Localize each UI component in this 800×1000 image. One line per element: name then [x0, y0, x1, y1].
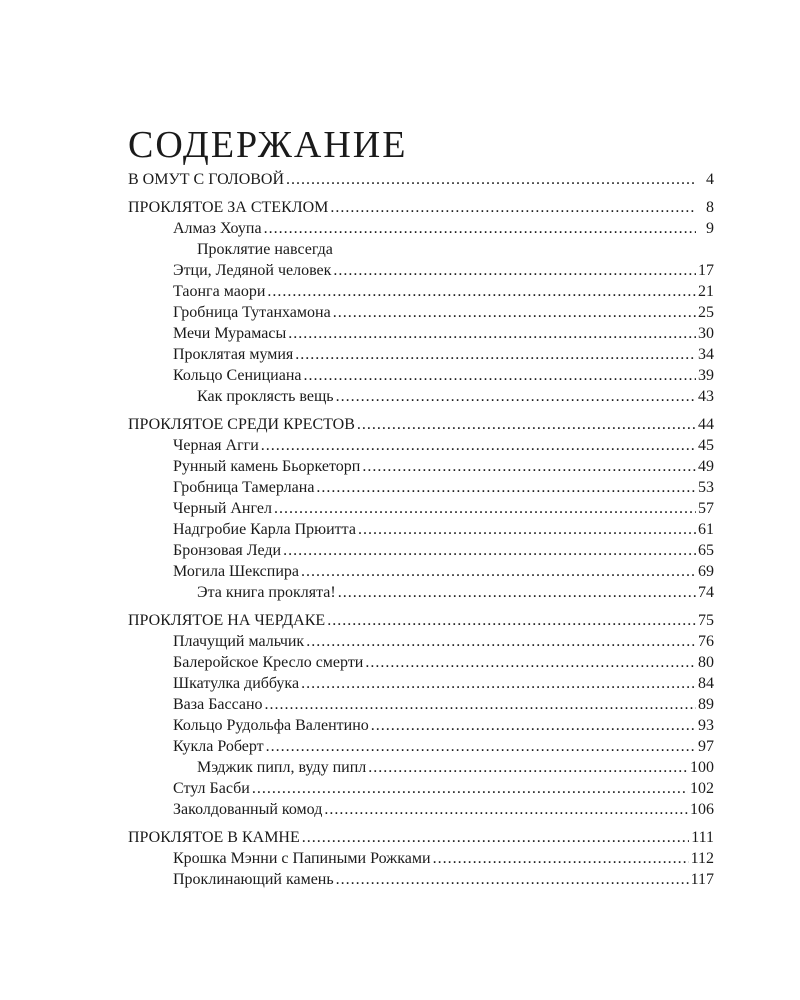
toc-entry-label: Мэджик пипл, вуду пипл: [197, 759, 367, 776]
toc-entry-page-number: 106: [690, 801, 714, 818]
toc-entry-label: Гробница Тутанхамона: [173, 304, 331, 321]
toc-entry[interactable]: [128, 540, 714, 561]
toc-entry-page-number: 65: [698, 542, 714, 559]
toc-section: [128, 827, 714, 890]
toc-entry[interactable]: [128, 323, 714, 344]
toc-entry[interactable]: [128, 281, 714, 302]
toc-entry-page-number: 8: [706, 199, 714, 216]
toc-entry[interactable]: [128, 386, 714, 407]
toc-entry-label: Рунный камень Бьоркеторп: [173, 458, 361, 475]
dot-leader: [371, 715, 696, 736]
toc-entry-page-number: 21: [698, 283, 714, 300]
toc-entry[interactable]: [128, 652, 714, 673]
toc-entry-page-number: 111: [691, 829, 714, 846]
toc-section: [128, 610, 714, 820]
toc-entry-page-number: 43: [698, 388, 714, 405]
toc-entry-label: ПРОКЛЯТОЕ В КАМНЕ: [128, 829, 300, 846]
dot-leader: [336, 869, 689, 890]
toc-entry-page-number: 53: [698, 479, 714, 496]
toc-entry[interactable]: [128, 848, 714, 869]
toc-entry[interactable]: [128, 477, 714, 498]
toc-entry-label: Балеройское Кресло смерти: [173, 654, 364, 671]
toc-section: [128, 197, 714, 407]
toc-section: [128, 169, 714, 190]
dot-leader: [316, 477, 696, 498]
dot-leader: [357, 414, 696, 435]
toc-chapter-entry[interactable]: [128, 610, 714, 631]
toc-entry-page-number: 84: [698, 675, 714, 692]
toc-entry-page-number: 74: [698, 584, 714, 601]
toc-chapter-entry[interactable]: [128, 169, 714, 190]
toc-entry-page-number: 100: [690, 759, 714, 776]
dot-leader: [267, 281, 696, 302]
toc-entry[interactable]: [128, 344, 714, 365]
dot-leader: [295, 344, 696, 365]
toc-entry-page-number: 80: [698, 654, 714, 671]
dot-leader: [301, 673, 696, 694]
toc-entry[interactable]: [128, 869, 714, 890]
toc-entry-page-number: 34: [698, 346, 714, 363]
toc-entry[interactable]: [128, 435, 714, 456]
toc-entry[interactable]: [128, 778, 714, 799]
toc-entry-label: Проклятие навсегда: [197, 241, 333, 258]
toc-entry-page-number: 75: [698, 612, 714, 629]
toc-entry[interactable]: [128, 673, 714, 694]
toc-entry-label: ПРОКЛЯТОЕ НА ЧЕРДАКЕ: [128, 612, 326, 629]
toc-entry-label: ПРОКЛЯТОЕ СРЕДИ КРЕСТОВ: [128, 416, 355, 433]
toc-entry-label: Эта книга проклята!: [197, 584, 336, 601]
dot-leader: [324, 799, 688, 820]
toc-entry[interactable]: [128, 694, 714, 715]
toc-entry[interactable]: [128, 519, 714, 540]
dot-leader: [302, 827, 689, 848]
toc-entry-label: Кукла Роберт: [173, 738, 264, 755]
toc-entry-label: Плачущий мальчик: [173, 633, 305, 650]
toc-entry[interactable]: [128, 260, 714, 281]
toc-entry-label: Кольцо Сенициана: [173, 367, 302, 384]
toc-entry-label: Шкатулка диббука: [173, 675, 300, 692]
dot-leader: [365, 652, 696, 673]
toc-entry-page-number: 57: [698, 500, 714, 517]
toc-entry-page-number: 9: [706, 220, 714, 237]
toc-entry-label: Заколдованный комод: [173, 801, 323, 818]
page-title: СОДЕРЖАНИЕ: [128, 124, 408, 167]
toc-entry-label: Проклинающий камень: [173, 871, 334, 888]
toc-entry-page-number: 112: [690, 850, 714, 867]
dot-leader: [252, 778, 688, 799]
toc-entry-label: Как проклясть вещь: [197, 388, 334, 405]
toc-entry-label: Гробница Тамерлана: [173, 479, 315, 496]
toc-entry-page-number: 25: [698, 304, 714, 321]
toc-entry-page-number: 49: [698, 458, 714, 475]
toc-entry-label: Крошка Мэнни с Папиными Рожками: [173, 850, 431, 867]
toc-entry-page-number: 117: [690, 871, 714, 888]
dot-leader: [304, 365, 697, 386]
toc-entry[interactable]: [128, 736, 714, 757]
dot-leader: [333, 260, 696, 281]
toc-entry-page-number: 89: [698, 696, 714, 713]
dot-leader: [274, 498, 696, 519]
toc-entry[interactable]: [128, 715, 714, 736]
toc-entry-page-number: 4: [706, 171, 714, 188]
dot-leader: [336, 386, 696, 407]
toc-entry-label: Этци, Ледяной человек: [173, 262, 332, 279]
toc-entry-page-number: 93: [698, 717, 714, 734]
toc-entry[interactable]: [128, 799, 714, 820]
toc-entry-page-number: 69: [698, 563, 714, 580]
toc-chapter-entry[interactable]: [128, 197, 714, 218]
toc-entry-page-number: 61: [698, 521, 714, 538]
dot-leader: [283, 540, 696, 561]
toc-entry-label: Надгробие Карла Прюитта: [173, 521, 356, 538]
dot-leader: [301, 561, 696, 582]
toc-entry-label: Алмаз Хоупа: [173, 220, 262, 237]
toc-entry-label: Стул Басби: [173, 780, 250, 797]
toc-entry[interactable]: [128, 365, 714, 386]
dot-leader: [327, 610, 696, 631]
dot-leader: [358, 519, 696, 540]
dot-leader: [362, 456, 696, 477]
toc-entry-page-number: 39: [698, 367, 714, 384]
toc-entry-label: Проклятая мумия: [173, 346, 294, 363]
toc-entry-label: Могила Шекспира: [173, 563, 299, 580]
toc-chapter-entry[interactable]: [128, 414, 714, 435]
toc-entry[interactable]: [128, 757, 714, 778]
toc-entry-label: Бронзовая Леди: [173, 542, 282, 559]
dot-leader: [288, 323, 696, 344]
dot-leader: [306, 631, 696, 652]
toc-entry-label: Кольцо Рудольфа Валентино: [173, 717, 369, 734]
toc-entry[interactable]: [128, 498, 714, 519]
dot-leader: [265, 694, 696, 715]
toc-entry-label: Мечи Мурамасы: [173, 325, 287, 342]
toc-entry-label: Черный Ангел: [173, 500, 272, 517]
dot-leader: [266, 736, 696, 757]
toc-entry-label: Таонга маори: [173, 283, 266, 300]
dot-leader: [368, 757, 688, 778]
toc-entry[interactable]: [128, 239, 714, 260]
dot-leader: [330, 197, 696, 218]
toc-entry[interactable]: [128, 302, 714, 323]
toc-entry-label: ПРОКЛЯТОЕ ЗА СТЕКЛОМ: [128, 199, 329, 216]
dot-leader: [338, 582, 696, 603]
dot-leader: [286, 169, 696, 190]
toc-entry-page-number: 97: [698, 738, 714, 755]
toc-section: [128, 414, 714, 603]
toc-entry-page-number: 30: [698, 325, 714, 342]
toc-entry-page-number: 44: [698, 416, 714, 433]
toc-entry-page-number: 17: [698, 262, 714, 279]
toc-entry-label: В ОМУТ С ГОЛОВОЙ: [128, 171, 285, 188]
dot-leader: [261, 435, 696, 456]
dot-leader: [333, 302, 696, 323]
toc-entry-page-number: 76: [698, 633, 714, 650]
toc-entry[interactable]: [128, 218, 714, 239]
toc-entry-label: Черная Агги: [173, 437, 259, 454]
toc-entry-page-number: 45: [698, 437, 714, 454]
toc-entry[interactable]: [128, 631, 714, 652]
toc-entry[interactable]: [128, 456, 714, 477]
toc-entry[interactable]: [128, 582, 714, 603]
toc-entry-page-number: 102: [690, 780, 714, 797]
table-of-contents: [128, 169, 714, 897]
toc-entry[interactable]: [128, 561, 714, 582]
dot-leader: [433, 848, 689, 869]
toc-chapter-entry[interactable]: [128, 827, 714, 848]
toc-entry-label: Ваза Бассано: [173, 696, 263, 713]
dot-leader: [264, 218, 696, 239]
